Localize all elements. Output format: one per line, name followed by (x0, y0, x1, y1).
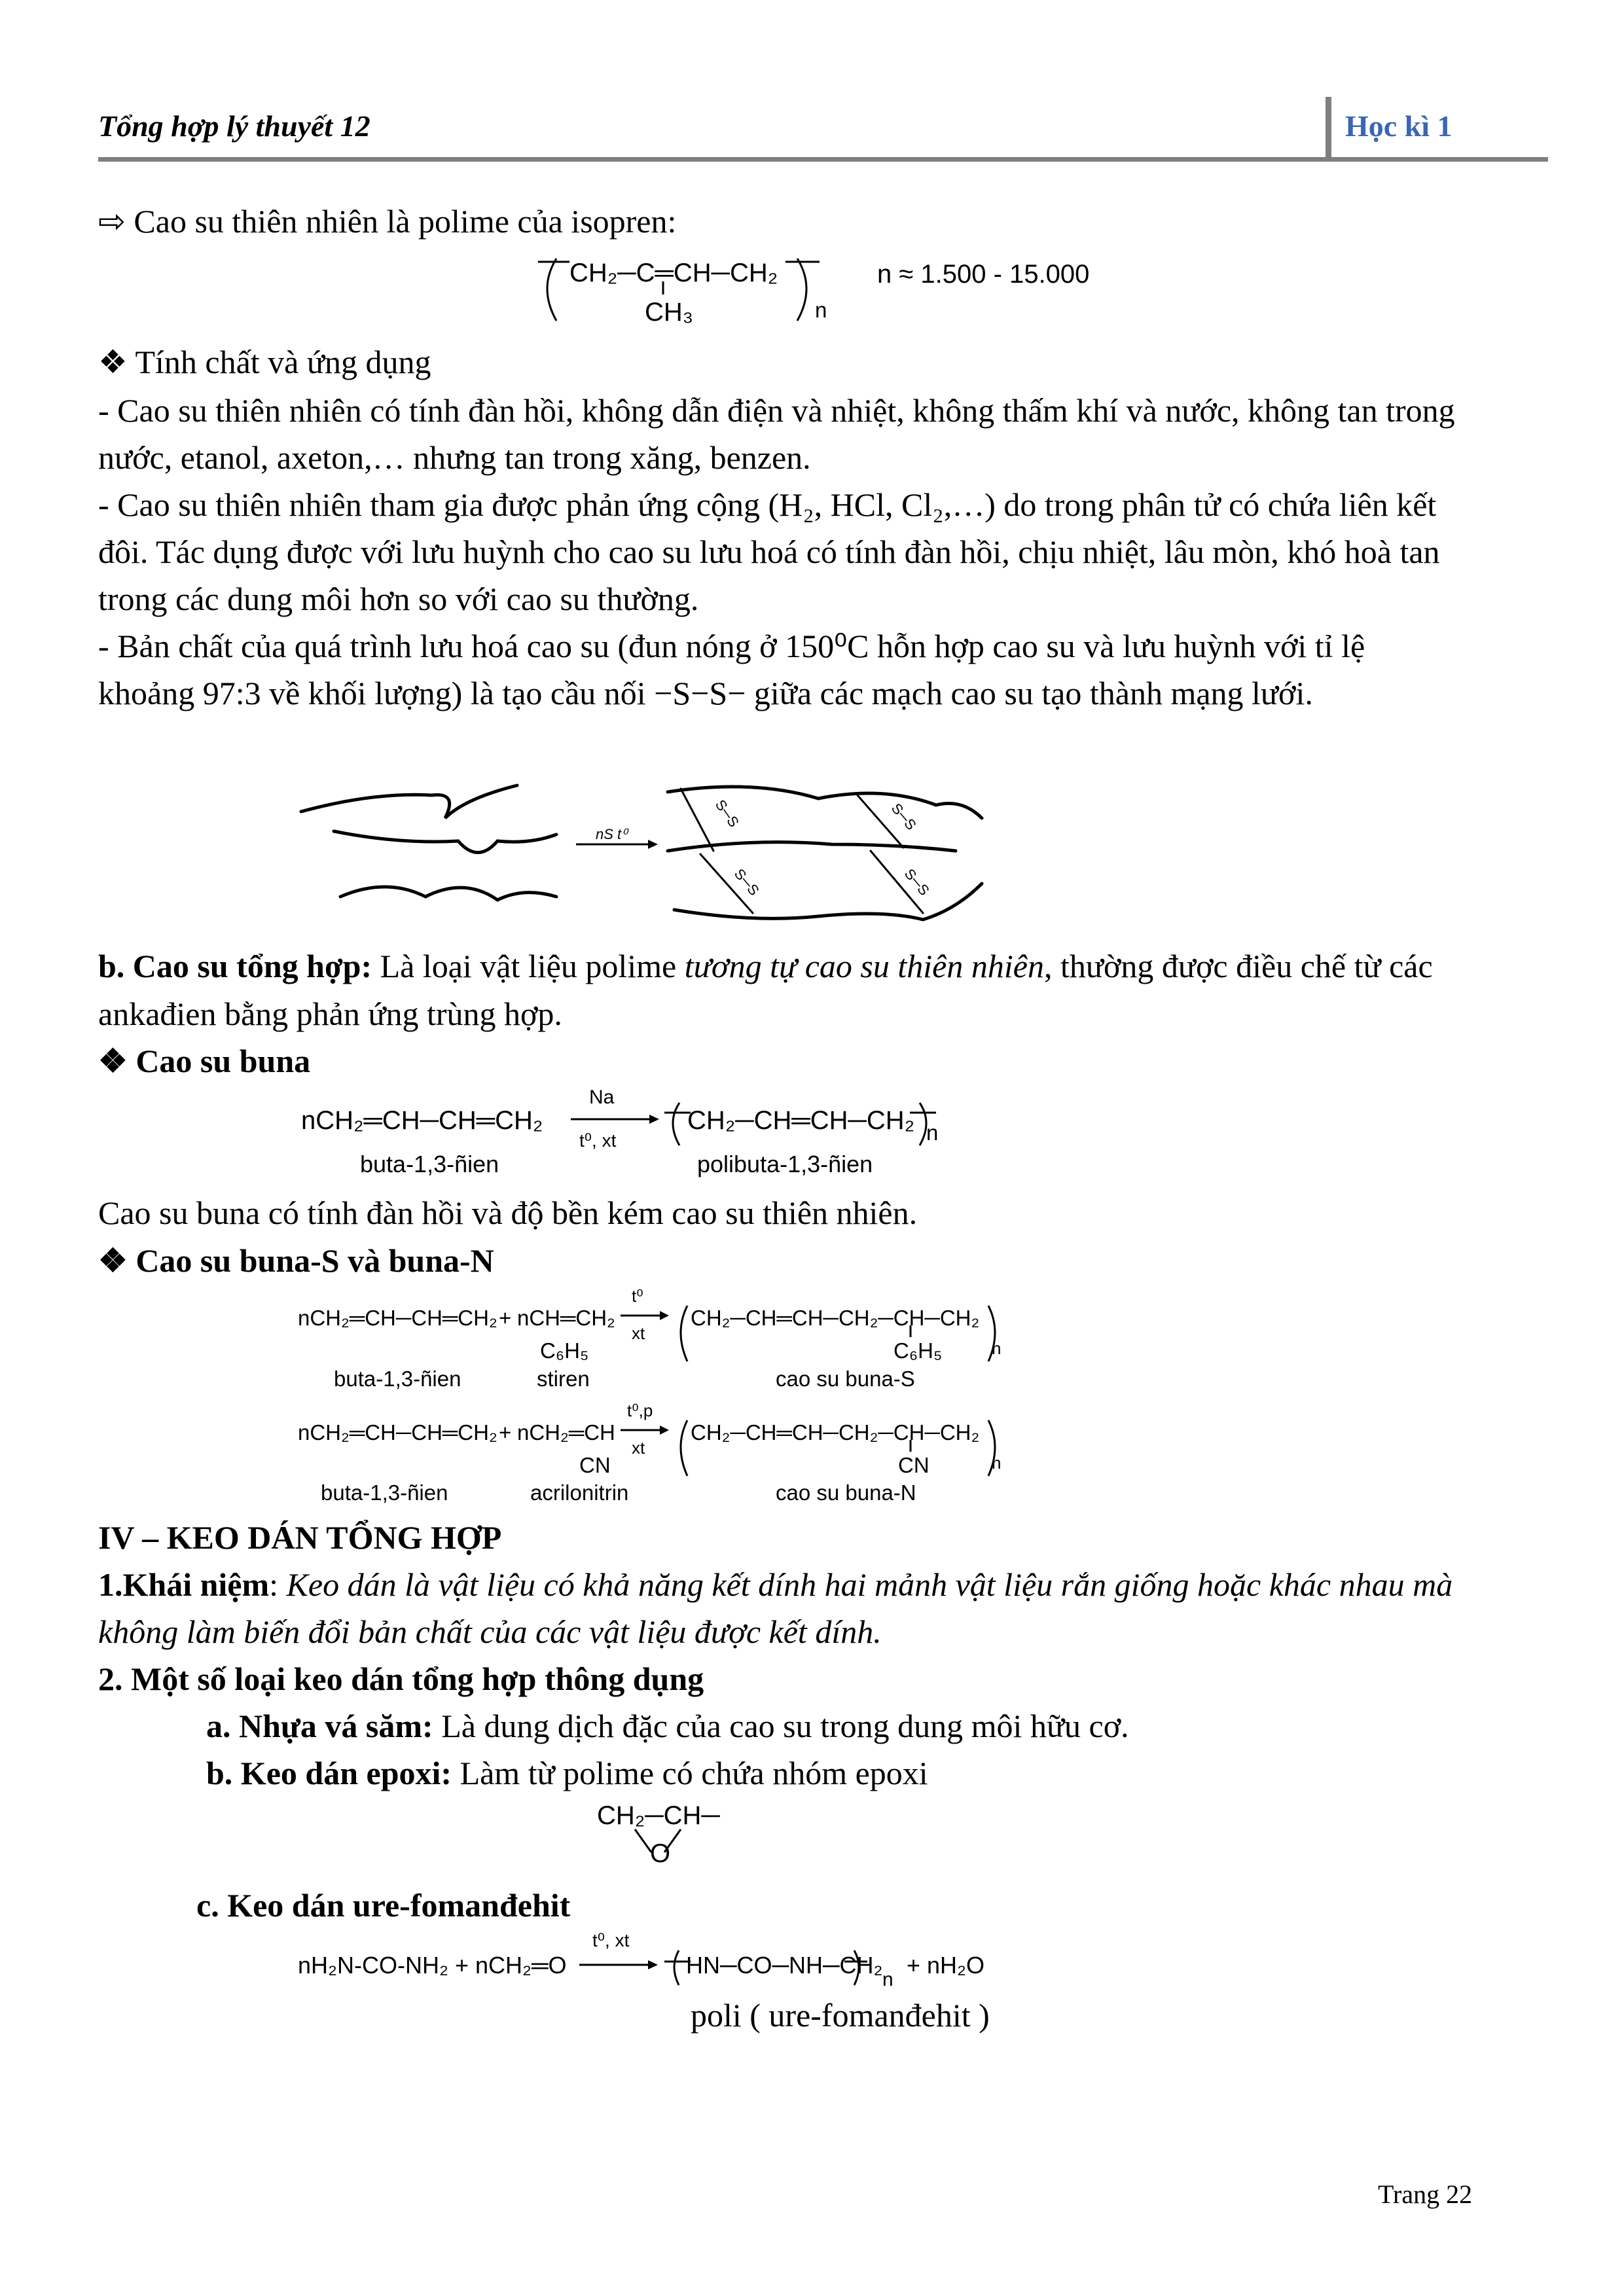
buna-cond-top: Na (589, 1086, 615, 1108)
buna-n-reactant2: nCH₂═CH (517, 1420, 615, 1444)
buna-n-name1: buta-1,3-ñien (321, 1480, 448, 1505)
glue-heading: IV – KEO DÁN TỔNG HỢP (98, 1519, 502, 1556)
buna-n-cond-top: t⁰,p (627, 1401, 653, 1420)
buna-s-reactant2: nCH═CH₂ (517, 1306, 615, 1330)
glue-type-c-label: c. Keo dán ure-fomanđehit (196, 1887, 571, 1924)
buna-s-name2: stiren (537, 1367, 590, 1391)
buna-reaction-arrow (571, 1113, 662, 1126)
intro-line (98, 201, 676, 242)
glue-type-b (206, 1753, 928, 1793)
vulcanization-diagram (295, 766, 1015, 936)
buna-cond-bottom: t⁰, xt (579, 1130, 617, 1151)
glue-concept-text-1: Keo dán là vật liệu có khả năng kết dính hai mảnh vật liệu rắn giống hoặc khác nhau mà (286, 1566, 1453, 1603)
buna-product-name: polibuta-1,3-ñien (697, 1151, 873, 1177)
isoprene-formula: CH₂─C═CH─CH₂ (569, 259, 778, 287)
glue-type-a (206, 1706, 1129, 1746)
buna-s-reaction-arrow (621, 1309, 673, 1322)
buna-product-n: n (926, 1121, 939, 1145)
diamond-bullet-icon: ❖ (98, 1043, 128, 1079)
epoxi-oxygen: O (650, 1839, 671, 1868)
glue-type-b-label: b. Keo dán epoxi: (206, 1755, 452, 1791)
chain-left-3 (340, 887, 556, 900)
isoprene-degree: n ≈ 1.500 - 15.000 (877, 260, 1090, 289)
buna-s-reactant1: nCH₂═CH─CH═CH₂ (298, 1306, 497, 1330)
buna-n-cond-bottom: xt (632, 1438, 645, 1458)
isoprene-branch: CH₃ (645, 298, 694, 327)
synthetic-text-b: , thường được điều chế từ các (1043, 948, 1433, 984)
buna-s-cond-bottom: xt (632, 1323, 645, 1343)
diamond-bullet-icon: ❖ (98, 344, 128, 380)
buna-s-product: CH₂─CH═CH─CH₂─CH─CH₂ (691, 1306, 980, 1330)
isoprene-n: n (815, 298, 827, 322)
glue-type-b-text: Làm từ polime có chứa nhóm epoxi (452, 1755, 928, 1791)
buna-s-bracket-left (681, 1306, 687, 1361)
synthetic-text-a: Là loại vật liệu polime (372, 948, 685, 984)
chain-right-1 (668, 787, 982, 818)
buna-n-bracket-left (681, 1420, 687, 1476)
glue-concept-line1 (98, 1564, 1453, 1605)
sulfur-bridge-label-1: S─S (712, 797, 743, 831)
page-number: Trang 22 (1378, 2179, 1473, 2209)
buna-n-name2: acrilonitrin (530, 1480, 629, 1505)
sulfur-bridge-1 (681, 789, 713, 851)
header-divider-vertical (1326, 97, 1331, 161)
synthetic-line1 (98, 946, 1433, 986)
synthetic-text-italic: tương tự cao su thiên nhiên (684, 948, 1044, 984)
glue-type-a-text: Là dung dịch đặc của cao su trong dung môi hữu cơ. (433, 1708, 1129, 1744)
glue-concept-line2: không làm biến đổi bản chất của các vật liệu được kết dính. (98, 1613, 882, 1650)
glue-concept-colon: : (269, 1566, 287, 1603)
buna-product: CH₂─CH═CH─CH₂ (687, 1106, 915, 1135)
properties-p1-line1: - Cao su thiên nhiên có tính đàn hồi, không dẫn điện và nhiệt, không thấm khí và nước, không tan trong (98, 392, 1455, 429)
glue-types-heading: 2. Một số loại keo dán tổng hợp thông dụng (98, 1660, 704, 1697)
epoxi-formula: CH₂─CH─ (597, 1801, 720, 1830)
buna-s-product-substituent: C₆H₅ (893, 1338, 943, 1363)
urea-product-name: poli ( ure-fomanđehit ) (691, 1997, 990, 2034)
buna-bracket-left (673, 1103, 679, 1145)
buna-note: Cao su buna có tính đàn hồi và độ bền kém cao su thiên nhiên. (98, 1194, 918, 1231)
sulfur-bridge-label-4: S─S (901, 865, 933, 899)
properties-p2-line1: - Cao su thiên nhiên tham gia được phản ứng cộng (H₂, HCl, Cl₂,…) do trong phân tử có chứa liên kết (98, 486, 1437, 523)
diamond-bullet-icon: ❖ (98, 1242, 128, 1279)
properties-p3-line2: khoảng 97:3 về khối lượng) là tạo cầu nối −S−S− giữa các mạch cao su tạo thành mạng lưới. (98, 675, 1313, 711)
buna-bracket-right (920, 1103, 926, 1145)
glue-type-a-label: a. Nhựa vá săm: (206, 1708, 433, 1744)
synthetic-line2: ankađien bằng phản ứng trùng hợp. (98, 996, 562, 1032)
buna-n-plus: + (499, 1420, 512, 1444)
epoxi-bond-left (635, 1829, 651, 1852)
buna-sn-heading (98, 1240, 494, 1281)
glue-concept-label: 1.Khái niệm (98, 1566, 270, 1603)
properties-heading-text: Tính chất và ứng dụng (135, 344, 431, 380)
header-term: Học kì 1 (1345, 109, 1453, 143)
urea-product: HN─CO─NH─CH₂ (686, 1952, 883, 1979)
buna-n-reaction-arrow (621, 1424, 673, 1437)
buna-n-product: CH₂─CH═CH─CH₂─CH─CH₂ (691, 1420, 980, 1444)
buna-n-name3: cao su buna-N (776, 1480, 916, 1505)
properties-p1-line2: nước, etanol, axeton,… nhưng tan trong xăng, benzen. (98, 439, 811, 476)
arrow-right-icon: ⇨ (98, 203, 126, 240)
buna-sn-heading-text: Cao su buna-S và buna-N (135, 1242, 494, 1279)
buna-s-cond-top: t⁰ (632, 1286, 643, 1306)
chain-left-1 (301, 785, 517, 818)
urea-bracket-left (674, 1950, 679, 1985)
sulfur-bridge-label-2: S─S (888, 800, 920, 833)
properties-heading (98, 342, 431, 382)
vulcanization-arrow-head (648, 840, 658, 849)
isoprene-bracket-left (547, 259, 556, 321)
vulcanization-arrow-label: nS t⁰ (596, 826, 627, 842)
properties-p3-line1: - Bản chất của quá trình lưu hoá cao su (đun nóng ở 150⁰C hỗn hợp cao su và lưu huỳnh với tỉ lệ (98, 628, 1365, 664)
buna-n-substituent: CN (579, 1453, 611, 1477)
isoprene-bracket-right (797, 259, 806, 321)
synthetic-heading: b. Cao su tổng hợp: (98, 948, 372, 984)
properties-p2-line3: trong các dung môi hơn so với cao su thường. (98, 581, 699, 617)
buna-s-name3: cao su buna-S (776, 1367, 915, 1391)
urea-cond: t⁰, xt (592, 1930, 630, 1950)
buna-heading (98, 1041, 310, 1081)
buna-s-plus: + (499, 1306, 512, 1330)
buna-s-substituent: C₆H₅ (540, 1338, 589, 1363)
buna-reactant: nCH₂═CH─CH═CH₂ (301, 1106, 543, 1135)
buna-s-name1: buta-1,3-ñien (334, 1367, 461, 1391)
urea-reactants: nH₂N-CO-NH₂ + nCH₂═O (298, 1952, 567, 1979)
header-rule (98, 157, 1548, 162)
buna-reactant-name: buta-1,3-ñien (360, 1151, 499, 1177)
urea-reaction-arrow (579, 1958, 664, 1971)
intro-text: Cao su thiên nhiên là polime của isopren: (134, 203, 677, 240)
buna-s-n: n (992, 1338, 1001, 1358)
buna-n-reactant1: nCH₂═CH─CH═CH₂ (298, 1420, 497, 1444)
buna-n-product-substituent: CN (898, 1453, 929, 1477)
chain-left-2 (334, 831, 556, 853)
urea-byproduct: + nH₂O (907, 1952, 985, 1979)
properties-p2-line2: đôi. Tác dụng được với lưu huỳnh cho cao su lưu hoá có tính đàn hồi, chịu nhiệt, lâu mòn, khó hoà tan (98, 533, 1440, 570)
header-title: Tổng hợp lý thuyết 12 (98, 109, 370, 143)
sulfur-bridge-label-3: S─S (731, 865, 763, 899)
buna-n-n: n (992, 1453, 1001, 1473)
chain-right-3 (674, 884, 982, 920)
buna-heading-text: Cao su buna (135, 1043, 311, 1079)
urea-product-n: n (882, 1969, 893, 1990)
